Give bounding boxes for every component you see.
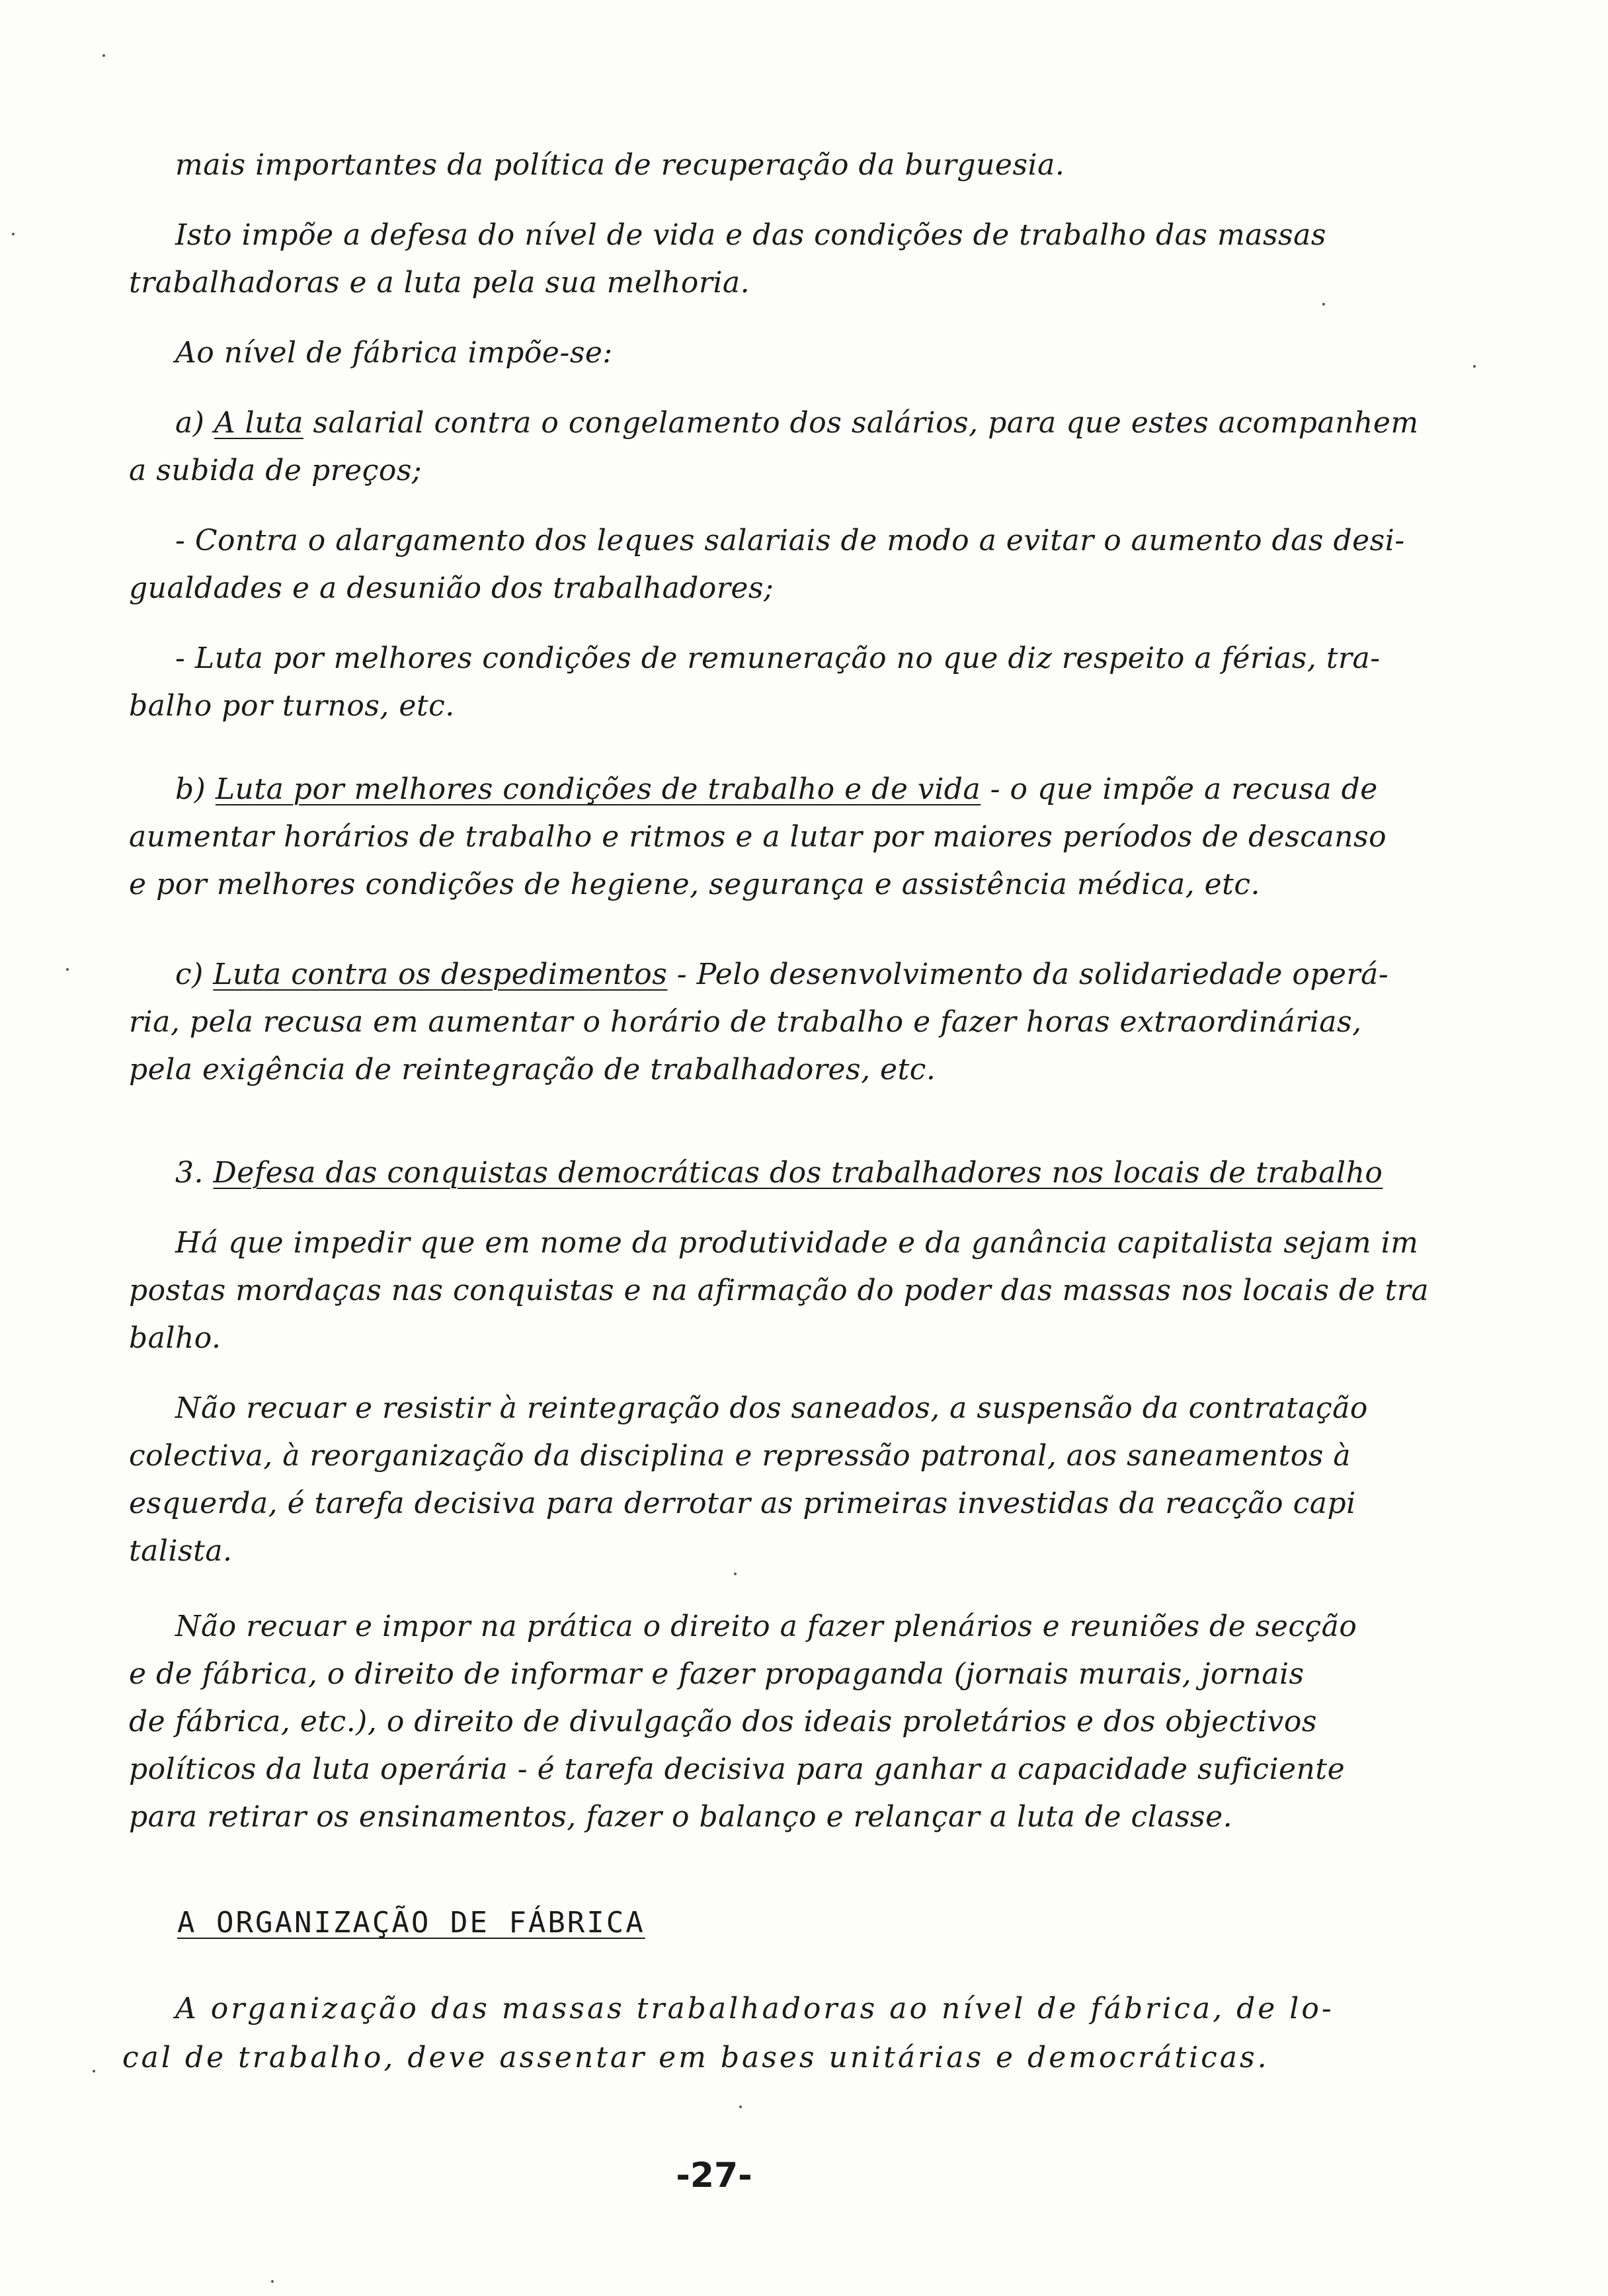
- text-line: balho por turnos, etc.: [129, 689, 455, 723]
- text-line: c) Luta contra os despedimentos - Pelo desenvolvimento da solidariedade operá-: [175, 958, 1389, 991]
- underlined-text: Luta por melhores condições de trabalho e de vida: [215, 772, 981, 806]
- text-line: Ao nível de fábrica impõe-se:: [175, 336, 613, 370]
- text-line: cal de trabalho, deve assentar em bases unitárias e democráticas.: [122, 2041, 1269, 2074]
- text-line: trabalhadoras e a luta pela sua melhoria.: [129, 266, 750, 300]
- underlined-text: Defesa das conquistas democráticas dos trabalhadores nos locais de trabalho: [213, 1156, 1383, 1190]
- scan-speck: [12, 233, 15, 235]
- text-line: a) A luta salarial contra o congelamento dos salários, para que estes acompanhem: [175, 406, 1419, 440]
- text-line: - Luta por melhores condições de remuneração no que diz respeito a férias, tra-: [175, 641, 1381, 675]
- text-line: Há que impedir que em nome da produtividade e da ganância capitalista sejam im: [175, 1226, 1419, 1260]
- text-line: de fábrica, etc.), o direito de divulgação dos ideais proletários e dos objectivos: [129, 1705, 1317, 1739]
- text-line: balho.: [129, 1321, 221, 1355]
- text-line: aumentar horários de trabalho e ritmos e a lutar por maiores períodos de descanso: [129, 820, 1387, 854]
- text-line: e por melhores condições de hegiene, segurança e assistência médica, etc.: [129, 868, 1260, 901]
- underlined-text: Luta contra os despedimentos: [213, 958, 668, 991]
- text-line: Não recuar e impor na prática o direito a fazer plenários e reuniões de secção: [175, 1610, 1357, 1643]
- scan-speck: [102, 54, 105, 57]
- text-line: gualdades e a desunião dos trabalhadores;: [129, 571, 774, 605]
- section-heading-3: 3. Defesa das conquistas democráticas dos trabalhadores nos locais de trabalho: [175, 1156, 1383, 1190]
- text-line: A organização das massas trabalhadoras ao nível de fábrica, de lo-: [175, 1992, 1334, 2026]
- scan-speck: [1322, 303, 1325, 306]
- text-line: políticos da luta operária - é tarefa decisiva para ganhar a capacidade suficiente: [129, 1752, 1346, 1786]
- page-number: -27-: [676, 2156, 752, 2195]
- text-line: ria, pela recusa em aumentar o horário de trabalho e fazer horas extraordinárias,: [129, 1005, 1362, 1039]
- text-line: postas mordaças nas conquistas e na afirmação do poder das massas nos locais de tra: [129, 1274, 1429, 1307]
- text-line: a subida de preços;: [129, 454, 422, 487]
- text-line: Isto impõe a defesa do nível de vida e das condições de trabalho das massas: [175, 218, 1326, 252]
- scan-speck: [271, 2280, 274, 2283]
- text-line: b) Luta por melhores condições de trabalho e de vida - o que impõe a recusa de: [175, 772, 1378, 806]
- text-line: esquerda, é tarefa decisiva para derrotar as primeiras investidas da reacção capi: [129, 1487, 1356, 1520]
- text-line: e de fábrica, o direito de informar e fazer propaganda (jornais murais, jornais: [129, 1657, 1305, 1691]
- scan-speck: [1473, 365, 1476, 368]
- text-line: - Contra o alargamento dos leques salariais de modo a evitar o aumento das desi-: [175, 524, 1405, 557]
- scan-speck: [734, 1573, 737, 1575]
- text-line: Não recuar e resistir à reintegração dos saneados, a suspensão da contratação: [175, 1391, 1368, 1425]
- text-line: mais importantes da política de recuperação da burguesia.: [175, 148, 1065, 182]
- scan-speck: [739, 2106, 742, 2108]
- underlined-text: A luta: [214, 406, 303, 440]
- text-line: pela exigência de reintegração de trabalhadores, etc.: [129, 1053, 936, 1086]
- text-line: para retirar os ensinamentos, fazer o balanço e relançar a luta de classe.: [129, 1800, 1233, 1834]
- text-line: colectiva, à reorganização da disciplina e repressão patronal, aos saneamentos à: [129, 1439, 1351, 1473]
- scan-speck: [66, 968, 69, 971]
- text-line: talista.: [129, 1534, 233, 1568]
- scan-speck: [93, 2070, 95, 2072]
- section-heading: A ORGANIZAÇÃO DE FÁBRICA: [177, 1906, 645, 1940]
